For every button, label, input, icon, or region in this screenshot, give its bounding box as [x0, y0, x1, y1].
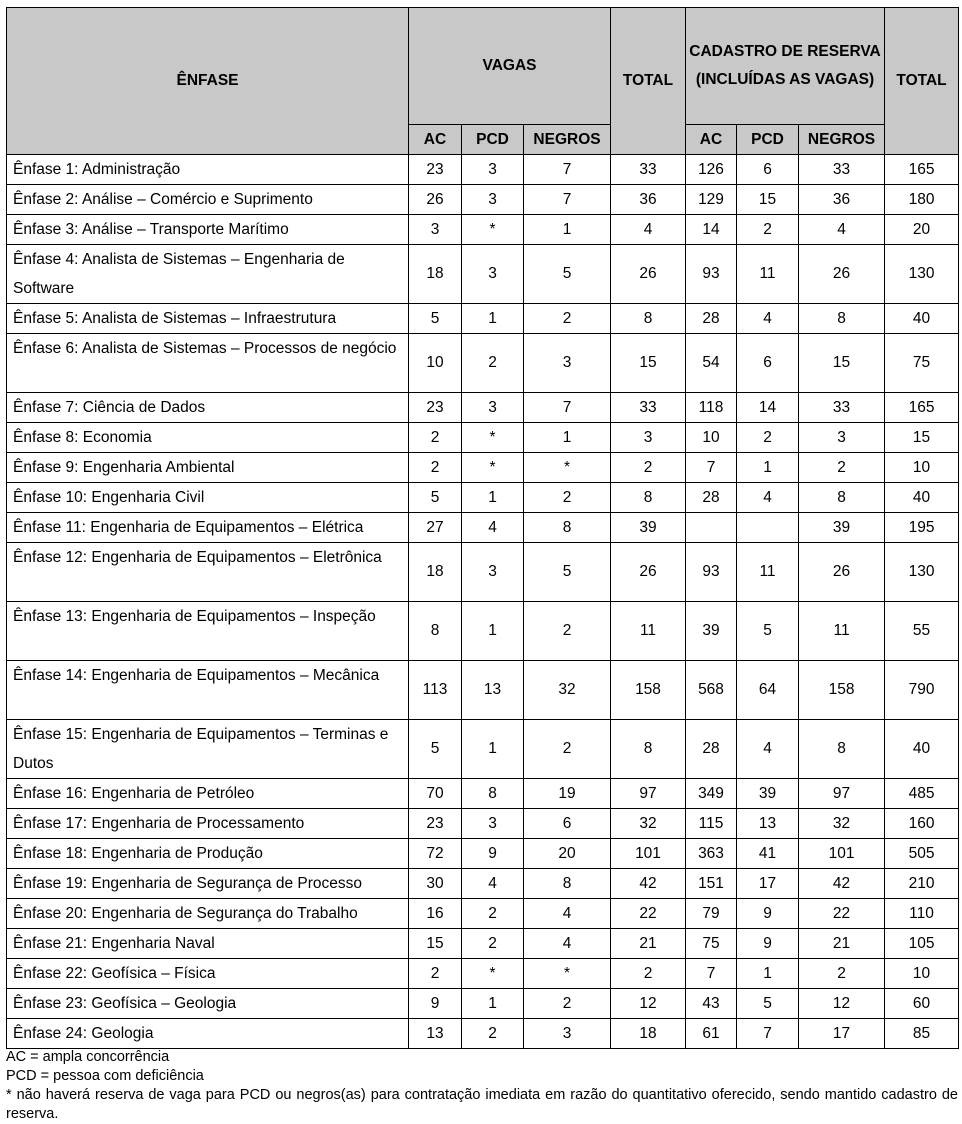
vagas-ac-cell: 23: [409, 155, 462, 185]
vagas-ac-cell: 16: [409, 899, 462, 929]
vagas-ac-cell: 5: [409, 304, 462, 334]
vagas-pcd-cell: 4: [462, 869, 524, 899]
vagas-total-cell: 18: [611, 1019, 686, 1049]
vagas-ac-cell: 70: [409, 779, 462, 809]
enfase-name-cell: Ênfase 18: Engenharia de Produção: [7, 839, 409, 869]
reserva-pcd-cell: 39: [737, 779, 799, 809]
enfase-name-cell: Ênfase 7: Ciência de Dados: [7, 393, 409, 423]
reserva-ac-cell: 363: [686, 839, 737, 869]
vagas-ac-cell: 27: [409, 513, 462, 543]
reserva-ac-cell: 93: [686, 543, 737, 602]
enfase-name-cell: Ênfase 19: Engenharia de Segurança de Processo: [7, 869, 409, 899]
vagas-total-cell: 33: [611, 155, 686, 185]
reserva-pcd-cell: 41: [737, 839, 799, 869]
vagas-negros-cell: 2: [524, 304, 611, 334]
reserva-total-cell: 160: [885, 809, 959, 839]
vagas-negros-cell: 3: [524, 334, 611, 393]
reserva-ac-cell: 28: [686, 483, 737, 513]
table-row: [7, 513, 959, 543]
reserva-total-cell: 10: [885, 453, 959, 483]
vagas-ac-cell: 23: [409, 809, 462, 839]
reserva-ac-cell: [686, 513, 737, 543]
reserva-negros-cell: 21: [799, 929, 885, 959]
vagas-ac-cell: 5: [409, 720, 462, 779]
header-enfase: ÊNFASE: [7, 8, 409, 155]
vagas-total-cell: 21: [611, 929, 686, 959]
vagas-negros-cell: *: [524, 453, 611, 483]
header-reserva-negros: NEGROS: [799, 125, 885, 155]
enfase-name-cell: Ênfase 15: Engenharia de Equipamentos – Terminas e Dutos: [7, 720, 409, 779]
vagas-pcd-cell: 3: [462, 543, 524, 602]
note-ac: AC = ampla concorrência: [6, 1049, 170, 1065]
vagas-ac-cell: 13: [409, 1019, 462, 1049]
reserva-negros-cell: 4: [799, 215, 885, 245]
vagas-negros-cell: 2: [524, 483, 611, 513]
reserva-negros-cell: 12: [799, 989, 885, 1019]
vagas-ac-cell: 2: [409, 959, 462, 989]
reserva-pcd-cell: 9: [737, 899, 799, 929]
vagas-negros-cell: 4: [524, 899, 611, 929]
vagas-negros-cell: *: [524, 959, 611, 989]
vagas-total-cell: 8: [611, 483, 686, 513]
reserva-ac-cell: 28: [686, 304, 737, 334]
reserva-total-cell: 130: [885, 543, 959, 602]
reserva-total-cell: 40: [885, 720, 959, 779]
table-row: [7, 185, 959, 215]
reserva-negros-cell: 2: [799, 453, 885, 483]
vagas-total-cell: 101: [611, 839, 686, 869]
reserva-negros-cell: 3: [799, 423, 885, 453]
vagas-negros-cell: 6: [524, 809, 611, 839]
table-row: [7, 661, 959, 720]
reserva-ac-cell: 39: [686, 602, 737, 661]
reserva-pcd-cell: 15: [737, 185, 799, 215]
reserva-total-cell: 165: [885, 155, 959, 185]
reserva-ac-cell: 115: [686, 809, 737, 839]
enfase-name-cell: Ênfase 13: Engenharia de Equipamentos – Inspeção: [7, 602, 409, 661]
reserva-negros-cell: 42: [799, 869, 885, 899]
footnotes: [6, 1048, 958, 1124]
enfase-name-cell: Ênfase 20: Engenharia de Segurança do Trabalho: [7, 899, 409, 929]
reserva-negros-cell: 8: [799, 720, 885, 779]
reserva-negros-cell: 33: [799, 393, 885, 423]
vagas-negros-cell: 7: [524, 155, 611, 185]
reserva-pcd-cell: 1: [737, 453, 799, 483]
vagas-negros-cell: 7: [524, 393, 611, 423]
vagas-ac-cell: 72: [409, 839, 462, 869]
reserva-ac-cell: 10: [686, 423, 737, 453]
table-body: [7, 155, 959, 1049]
enfase-name-cell: Ênfase 23: Geofísica – Geologia: [7, 989, 409, 1019]
vagas-total-cell: 158: [611, 661, 686, 720]
reserva-negros-cell: 32: [799, 809, 885, 839]
vagas-pcd-cell: *: [462, 453, 524, 483]
table-row: [7, 720, 959, 779]
vagas-total-cell: 22: [611, 899, 686, 929]
vagas-total-cell: 15: [611, 334, 686, 393]
reserva-negros-cell: 39: [799, 513, 885, 543]
vagas-negros-cell: 4: [524, 929, 611, 959]
vagas-negros-cell: 2: [524, 602, 611, 661]
vagas-negros-cell: 8: [524, 513, 611, 543]
vagas-pcd-cell: 3: [462, 155, 524, 185]
header-cadastro-reserva: CADASTRO DE RESERVA (INCLUÍDAS AS VAGAS): [686, 8, 885, 125]
vagas-pcd-cell: 2: [462, 1019, 524, 1049]
vagas-ac-cell: 2: [409, 453, 462, 483]
reserva-ac-cell: 14: [686, 215, 737, 245]
reserva-pcd-cell: 6: [737, 155, 799, 185]
vagas-ac-cell: 3: [409, 215, 462, 245]
table-row: [7, 989, 959, 1019]
reserva-total-cell: 15: [885, 423, 959, 453]
vagas-negros-cell: 3: [524, 1019, 611, 1049]
reserva-total-cell: 105: [885, 929, 959, 959]
reserva-ac-cell: 126: [686, 155, 737, 185]
reserva-total-cell: 485: [885, 779, 959, 809]
reserva-pcd-cell: 64: [737, 661, 799, 720]
reserva-total-cell: 165: [885, 393, 959, 423]
vagas-total-cell: 32: [611, 809, 686, 839]
table-row: [7, 543, 959, 602]
vagas-pcd-cell: 2: [462, 929, 524, 959]
header-reserva-pcd: PCD: [737, 125, 799, 155]
reserva-pcd-cell: 14: [737, 393, 799, 423]
reserva-pcd-cell: 11: [737, 543, 799, 602]
vagas-pcd-cell: 4: [462, 513, 524, 543]
enfase-name-cell: Ênfase 6: Analista de Sistemas – Processos de negócio: [7, 334, 409, 393]
reserva-pcd-cell: 4: [737, 720, 799, 779]
reserva-pcd-cell: 2: [737, 215, 799, 245]
table-row: [7, 959, 959, 989]
header-vagas-negros: NEGROS: [524, 125, 611, 155]
reserva-negros-cell: 11: [799, 602, 885, 661]
reserva-ac-cell: 129: [686, 185, 737, 215]
reserva-ac-cell: 43: [686, 989, 737, 1019]
vagas-pcd-cell: 1: [462, 304, 524, 334]
note-pcd: PCD = pessoa com deficiência: [6, 1068, 204, 1084]
vagas-total-cell: 42: [611, 869, 686, 899]
table-row: [7, 779, 959, 809]
enfase-name-cell: Ênfase 9: Engenharia Ambiental: [7, 453, 409, 483]
vagas-ac-cell: 15: [409, 929, 462, 959]
enfase-name-cell: Ênfase 12: Engenharia de Equipamentos – Eletrônica: [7, 543, 409, 602]
reserva-pcd-cell: 5: [737, 602, 799, 661]
table-row: [7, 899, 959, 929]
reserva-negros-cell: 101: [799, 839, 885, 869]
reserva-ac-cell: 118: [686, 393, 737, 423]
vagas-pcd-cell: 3: [462, 185, 524, 215]
enfase-name-cell: Ênfase 17: Engenharia de Processamento: [7, 809, 409, 839]
vagas-negros-cell: 2: [524, 989, 611, 1019]
vagas-total-cell: 39: [611, 513, 686, 543]
reserva-total-cell: 75: [885, 334, 959, 393]
reserva-total-cell: 20: [885, 215, 959, 245]
enfase-name-cell: Ênfase 4: Analista de Sistemas – Engenharia de Software: [7, 245, 409, 304]
header-total-reserva: TOTAL: [885, 8, 959, 155]
table-row: [7, 1019, 959, 1049]
vagas-ac-cell: 5: [409, 483, 462, 513]
enfase-name-cell: Ênfase 24: Geologia: [7, 1019, 409, 1049]
vagas-ac-cell: 30: [409, 869, 462, 899]
reserva-negros-cell: 8: [799, 483, 885, 513]
reserva-ac-cell: 54: [686, 334, 737, 393]
vagas-pcd-cell: 1: [462, 720, 524, 779]
table-row: [7, 155, 959, 185]
reserva-ac-cell: 151: [686, 869, 737, 899]
table-row: [7, 334, 959, 393]
vagas-pcd-cell: 9: [462, 839, 524, 869]
reserva-pcd-cell: 9: [737, 929, 799, 959]
reserva-negros-cell: 36: [799, 185, 885, 215]
reserva-total-cell: 40: [885, 483, 959, 513]
vagas-pcd-cell: 2: [462, 899, 524, 929]
vagas-pcd-cell: 13: [462, 661, 524, 720]
reserva-pcd-cell: 11: [737, 245, 799, 304]
enfase-name-cell: Ênfase 5: Analista de Sistemas – Infraestrutura: [7, 304, 409, 334]
reserva-total-cell: 195: [885, 513, 959, 543]
table-row: [7, 393, 959, 423]
table-row: [7, 453, 959, 483]
reserva-negros-cell: 22: [799, 899, 885, 929]
vagas-ac-cell: 26: [409, 185, 462, 215]
reserva-ac-cell: 93: [686, 245, 737, 304]
reserva-pcd-cell: 1: [737, 959, 799, 989]
reserva-pcd-cell: 7: [737, 1019, 799, 1049]
table-row: [7, 869, 959, 899]
vagas-pcd-cell: 2: [462, 334, 524, 393]
reserva-ac-cell: 28: [686, 720, 737, 779]
vagas-negros-cell: 20: [524, 839, 611, 869]
header-vagas: VAGAS: [409, 8, 611, 125]
reserva-total-cell: 85: [885, 1019, 959, 1049]
vacancies-table: [6, 7, 959, 1049]
reserva-negros-cell: 97: [799, 779, 885, 809]
reserva-ac-cell: 568: [686, 661, 737, 720]
enfase-name-cell: Ênfase 1: Administração: [7, 155, 409, 185]
reserva-total-cell: 110: [885, 899, 959, 929]
table-row: [7, 423, 959, 453]
vagas-total-cell: 12: [611, 989, 686, 1019]
reserva-negros-cell: 8: [799, 304, 885, 334]
header-vagas-pcd: PCD: [462, 125, 524, 155]
vagas-pcd-cell: 8: [462, 779, 524, 809]
reserva-negros-cell: 26: [799, 245, 885, 304]
vagas-pcd-cell: 1: [462, 483, 524, 513]
vagas-ac-cell: 2: [409, 423, 462, 453]
reserva-negros-cell: 15: [799, 334, 885, 393]
header-reserva-ac: AC: [686, 125, 737, 155]
enfase-name-cell: Ênfase 10: Engenharia Civil: [7, 483, 409, 513]
reserva-ac-cell: 79: [686, 899, 737, 929]
vagas-negros-cell: 1: [524, 215, 611, 245]
reserva-total-cell: 790: [885, 661, 959, 720]
vagas-total-cell: 33: [611, 393, 686, 423]
enfase-name-cell: Ênfase 8: Economia: [7, 423, 409, 453]
vagas-total-cell: 4: [611, 215, 686, 245]
vagas-total-cell: 8: [611, 720, 686, 779]
enfase-name-cell: Ênfase 16: Engenharia de Petróleo: [7, 779, 409, 809]
vagas-total-cell: 3: [611, 423, 686, 453]
reserva-ac-cell: 61: [686, 1019, 737, 1049]
table-row: [7, 839, 959, 869]
reserva-ac-cell: 75: [686, 929, 737, 959]
vagas-total-cell: 8: [611, 304, 686, 334]
vagas-total-cell: 26: [611, 543, 686, 602]
reserva-total-cell: 55: [885, 602, 959, 661]
vagas-ac-cell: 18: [409, 543, 462, 602]
reserva-negros-cell: 2: [799, 959, 885, 989]
vagas-negros-cell: 5: [524, 245, 611, 304]
vagas-pcd-cell: 3: [462, 809, 524, 839]
table-row: [7, 929, 959, 959]
vagas-pcd-cell: *: [462, 423, 524, 453]
reserva-total-cell: 130: [885, 245, 959, 304]
table-row: [7, 483, 959, 513]
vagas-total-cell: 36: [611, 185, 686, 215]
reserva-ac-cell: 7: [686, 959, 737, 989]
vagas-negros-cell: 8: [524, 869, 611, 899]
reserva-pcd-cell: 4: [737, 483, 799, 513]
vagas-negros-cell: 5: [524, 543, 611, 602]
vagas-ac-cell: 8: [409, 602, 462, 661]
vagas-total-cell: 11: [611, 602, 686, 661]
reserva-pcd-cell: 4: [737, 304, 799, 334]
vagas-ac-cell: 10: [409, 334, 462, 393]
table-row: [7, 809, 959, 839]
vagas-pcd-cell: 1: [462, 989, 524, 1019]
vagas-ac-cell: 113: [409, 661, 462, 720]
enfase-name-cell: Ênfase 22: Geofísica – Física: [7, 959, 409, 989]
vagas-ac-cell: 9: [409, 989, 462, 1019]
vagas-negros-cell: 19: [524, 779, 611, 809]
vagas-total-cell: 97: [611, 779, 686, 809]
vagas-negros-cell: 7: [524, 185, 611, 215]
enfase-name-cell: Ênfase 11: Engenharia de Equipamentos – Elétrica: [7, 513, 409, 543]
reserva-total-cell: 180: [885, 185, 959, 215]
reserva-total-cell: 210: [885, 869, 959, 899]
header-vagas-ac: AC: [409, 125, 462, 155]
reserva-pcd-cell: 5: [737, 989, 799, 1019]
reserva-ac-cell: 7: [686, 453, 737, 483]
vagas-total-cell: 26: [611, 245, 686, 304]
enfase-name-cell: Ênfase 3: Análise – Transporte Marítimo: [7, 215, 409, 245]
vagas-pcd-cell: 3: [462, 245, 524, 304]
vagas-pcd-cell: 3: [462, 393, 524, 423]
table-row: [7, 245, 959, 304]
vagas-total-cell: 2: [611, 959, 686, 989]
header-total: TOTAL: [611, 8, 686, 155]
vagas-negros-cell: 32: [524, 661, 611, 720]
reserva-negros-cell: 158: [799, 661, 885, 720]
reserva-ac-cell: 349: [686, 779, 737, 809]
vagas-pcd-cell: *: [462, 215, 524, 245]
reserva-pcd-cell: 6: [737, 334, 799, 393]
reserva-pcd-cell: 13: [737, 809, 799, 839]
reserva-negros-cell: 33: [799, 155, 885, 185]
vagas-ac-cell: 18: [409, 245, 462, 304]
enfase-name-cell: Ênfase 14: Engenharia de Equipamentos – Mecânica: [7, 661, 409, 720]
note-asterisk: * não haverá reserva de vaga para PCD ou negros(as) para contratação imediata em razão do quantitativo oferecido, sendo mantido cadastro de reserva.: [6, 1087, 958, 1122]
reserva-pcd-cell: [737, 513, 799, 543]
table-row: [7, 602, 959, 661]
vagas-pcd-cell: 1: [462, 602, 524, 661]
vagas-negros-cell: 2: [524, 720, 611, 779]
table-row: [7, 215, 959, 245]
reserva-pcd-cell: 2: [737, 423, 799, 453]
vagas-ac-cell: 23: [409, 393, 462, 423]
reserva-total-cell: 505: [885, 839, 959, 869]
reserva-negros-cell: 26: [799, 543, 885, 602]
table-row: [7, 304, 959, 334]
vagas-pcd-cell: *: [462, 959, 524, 989]
reserva-total-cell: 40: [885, 304, 959, 334]
vagas-negros-cell: 1: [524, 423, 611, 453]
reserva-negros-cell: 17: [799, 1019, 885, 1049]
enfase-name-cell: Ênfase 2: Análise – Comércio e Suprimento: [7, 185, 409, 215]
reserva-total-cell: 10: [885, 959, 959, 989]
reserva-total-cell: 60: [885, 989, 959, 1019]
vagas-total-cell: 2: [611, 453, 686, 483]
enfase-name-cell: Ênfase 21: Engenharia Naval: [7, 929, 409, 959]
reserva-pcd-cell: 17: [737, 869, 799, 899]
